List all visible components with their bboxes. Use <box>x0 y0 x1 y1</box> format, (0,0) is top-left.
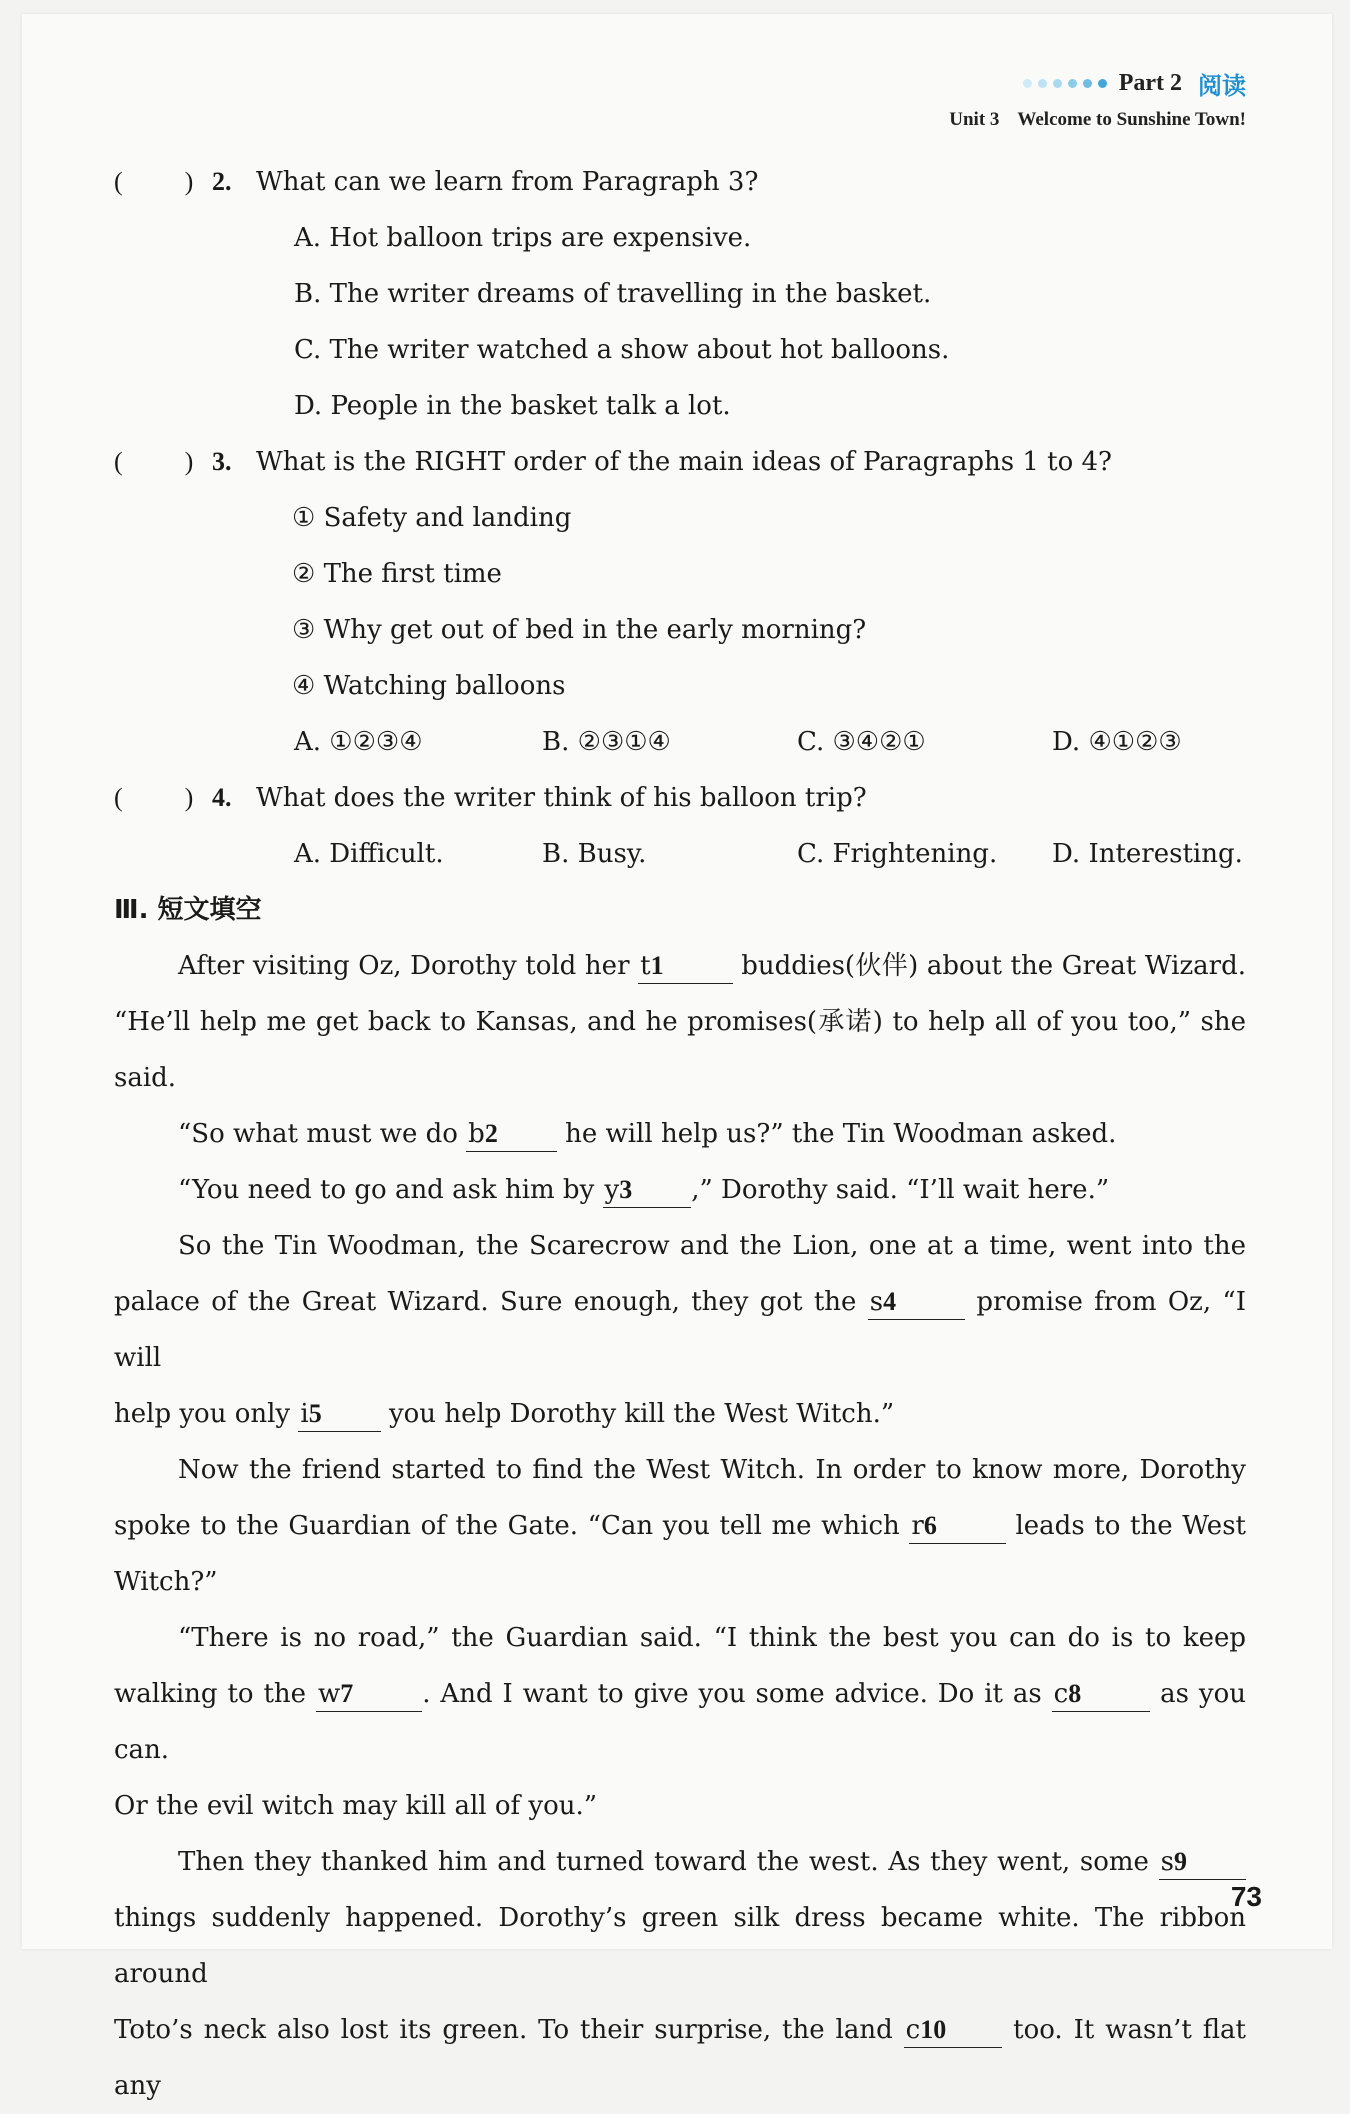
blank-6[interactable]: r6 <box>909 1509 1005 1544</box>
passage-line: said. <box>114 1063 177 1093</box>
passage-line: Or the evil witch may kill all of you.” <box>114 1791 598 1821</box>
part-label: Part 2 <box>1118 70 1182 96</box>
passage-line: help you only i5 you help Dorothy kill the West Witch.” <box>114 1386 1246 1442</box>
dot-icon <box>1098 79 1107 88</box>
passage-line: So the Tin Woodman, the Scarecrow and the Lion, one at a time, went into the <box>178 1231 1246 1261</box>
question-text: What is the RIGHT order of the main ideas of Paragraphs 1 to 4? <box>256 447 1112 477</box>
dot-icon <box>1053 79 1062 88</box>
blank-10[interactable]: c10 <box>904 2013 1003 2048</box>
passage-line: “You need to go and ask him by y3 ,” Dorothy said. “I’ll wait here.” <box>114 1162 1246 1218</box>
passage-line: Witch?” <box>114 1567 218 1597</box>
question-number: 3. <box>212 447 232 476</box>
dot-icon <box>1083 79 1092 88</box>
unit-line <box>949 109 1246 131</box>
passage-line: Now the friend started to find the West Witch. In order to know more, Dorothy <box>178 1455 1246 1485</box>
passage-line: “He’ll help me get back to Kansas, and he promises(承诺) to help all of you too,” she <box>114 1007 1246 1037</box>
answer-paren[interactable]: ( ) <box>114 447 194 476</box>
choice-c: C. ③④②① <box>797 727 926 757</box>
option-c: C. The writer watched a show about hot balloons. <box>294 335 950 365</box>
choice-a: A. Difficult. <box>294 839 444 869</box>
question-4-stem <box>114 770 1246 826</box>
page-content <box>114 154 1246 2114</box>
idea-item-1: ① Safety and landing <box>292 503 572 533</box>
blank-8[interactable]: c8 <box>1052 1677 1151 1712</box>
section-title: Ⅲ. 短文填空 <box>114 895 262 925</box>
passage-line: walking to the w7 . And I want to give you some advice. Do it as c8 as you can. <box>114 1679 1246 1765</box>
option-b: B. The writer dreams of travelling in the basket. <box>294 279 932 309</box>
question-number: 4. <box>212 783 232 812</box>
choice-d: D. Interesting. <box>1052 839 1243 869</box>
unit-label: Unit 3 <box>949 109 1000 130</box>
passage-line: spoke to the Guardian of the Gate. “Can you tell me which r6 leads to the West <box>114 1498 1246 1554</box>
choice-d: D. ④①②③ <box>1052 727 1182 757</box>
choice-a: A. ①②③④ <box>294 727 423 757</box>
blank-5[interactable]: i5 <box>298 1397 380 1432</box>
question-text: What can we learn from Paragraph 3? <box>256 167 759 197</box>
passage-line: palace of the Great Wizard. Sure enough, they got the s4 promise from Oz, “I will <box>114 1287 1246 1373</box>
question-2-stem <box>114 154 1246 210</box>
question-text: What does the writer think of his balloon trip? <box>256 783 867 813</box>
answer-paren[interactable]: ( ) <box>114 783 194 812</box>
page-number: 73 <box>1230 1881 1262 1912</box>
choice-c: C. Frightening. <box>797 839 998 869</box>
blank-9[interactable]: s9 <box>1159 1845 1246 1880</box>
dot-icon <box>1023 79 1032 88</box>
choice-b: B. Busy. <box>542 839 647 869</box>
passage-line: Toto’s neck also lost its green. To their surprise, the land c10 too. It wasn’t flat any <box>114 2015 1246 2101</box>
passage-line: “There is no road,” the Guardian said. “I think the best you can do is to keep <box>178 1623 1246 1653</box>
workbook-page <box>22 14 1332 2101</box>
dot-icon <box>1068 79 1077 88</box>
page-header <box>949 66 1246 131</box>
option-a: A. Hot balloon trips are expensive. <box>294 223 752 253</box>
dot-icon <box>1038 79 1047 88</box>
choice-row <box>114 826 1246 882</box>
blank-4[interactable]: s4 <box>868 1285 965 1320</box>
blank-7[interactable]: w7 <box>316 1677 422 1712</box>
blank-2[interactable]: b2 <box>466 1117 557 1152</box>
passage-line: things suddenly happened. Dorothy’s green silk dress became white. The ribbon around <box>114 1903 1246 1989</box>
decorative-dots <box>1023 79 1107 88</box>
question-3-stem <box>114 434 1246 490</box>
question-number: 2. <box>212 167 232 196</box>
option-d: D. People in the basket talk a lot. <box>294 391 731 421</box>
passage-line: “So what must we do b2 he will help us?” the Tin Woodman asked. <box>114 1106 1246 1162</box>
passage-line: Then they thanked him and turned toward the west. As they went, some s9 <box>114 1834 1246 1890</box>
idea-item-2: ② The first time <box>292 559 502 589</box>
choice-row <box>114 714 1246 770</box>
choice-b: B. ②③①④ <box>542 727 671 757</box>
unit-title: Welcome to Sunshine Town! <box>1017 109 1246 130</box>
part-cn-label: 阅读 <box>1198 72 1246 100</box>
idea-item-3: ③ Why get out of bed in the early morning? <box>292 615 867 645</box>
blank-3[interactable]: y3 <box>603 1173 692 1208</box>
idea-item-4: ④ Watching balloons <box>292 671 566 701</box>
blank-1[interactable]: t1 <box>638 949 732 984</box>
answer-paren[interactable]: ( ) <box>114 167 194 196</box>
passage-line: After visiting Oz, Dorothy told her t1 buddies(伙伴) about the Great Wizard. <box>114 938 1246 994</box>
